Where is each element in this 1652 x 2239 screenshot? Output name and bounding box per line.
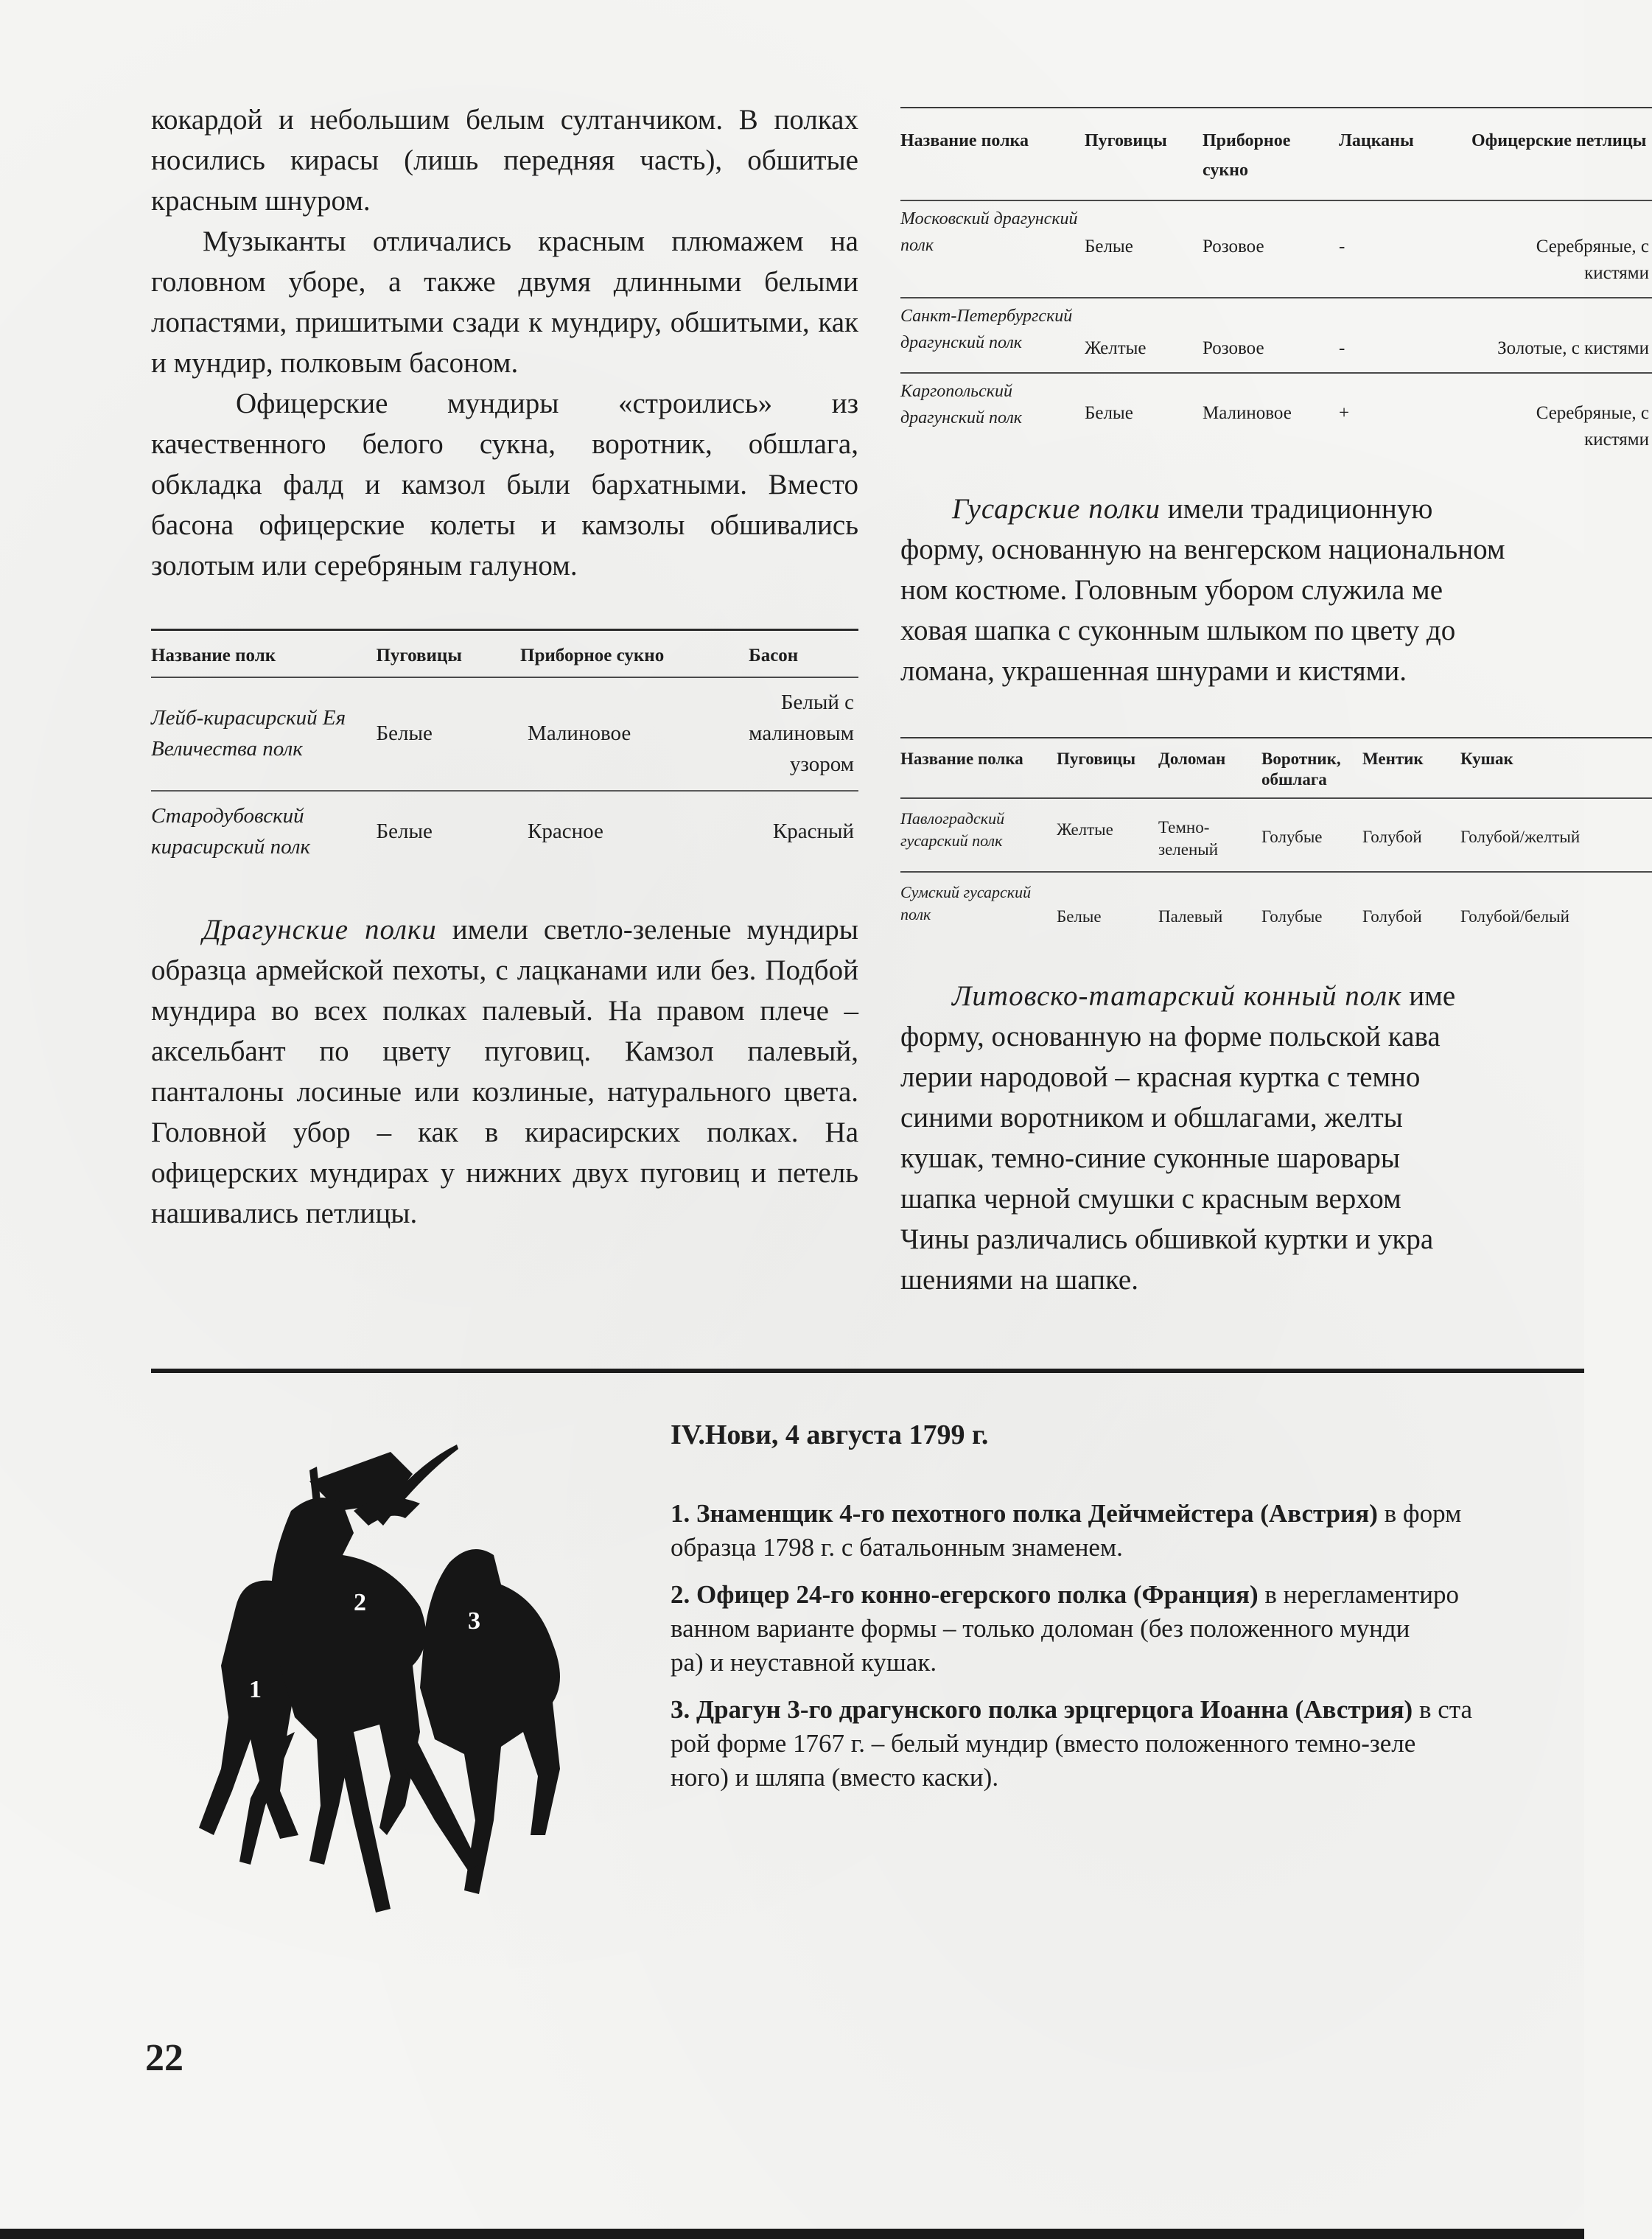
buttons-cell: Белые — [1085, 200, 1203, 298]
table-row — [900, 200, 1652, 298]
pelisse-cell: Голубой — [1362, 907, 1422, 926]
officer-tabs-cell: Золотые, с кистями — [1471, 298, 1652, 373]
header-buttons: Пуговицы — [1085, 108, 1203, 200]
header-officer-tabs: Офицерские петлицы — [1471, 108, 1652, 200]
paragraph-dragoons — [151, 909, 858, 1234]
caption-number: 1. — [671, 1499, 690, 1528]
lith-line: шапка черной смушки с красным верхом — [900, 1183, 1401, 1215]
hussar-lead: Гусарские полки — [952, 493, 1161, 525]
caption-line: образца 1798 г. с батальонным знаменем. — [671, 1533, 1123, 1562]
table-row — [151, 791, 858, 873]
regiment-name: Каргопольский драгунский полк — [900, 382, 1023, 427]
table-row — [900, 872, 1652, 940]
caption-item-1 — [671, 1497, 1584, 1565]
page-bottom-edge — [0, 2229, 1584, 2239]
caption-bold: Драгун 3-го драгунского полка эрцгерцога Иоанна (Австрия) — [696, 1695, 1413, 1724]
dragoon-table — [900, 107, 1652, 464]
lith-line: синими воротником и обшлагами, желты — [900, 1102, 1403, 1134]
header-facing: Приборное сукно — [520, 630, 749, 678]
buttons-cell: Белые — [1085, 403, 1133, 423]
page-number: 22 — [145, 2037, 183, 2079]
regiment-name: Московский драгунский полк — [900, 200, 1085, 298]
collar-cell: Голубые — [1261, 798, 1362, 872]
cavalry-silhouette-illustration — [169, 1422, 612, 1938]
officer-tabs-cell: Серебряные, с кистями — [1536, 403, 1649, 450]
caption-item-2 — [671, 1578, 1584, 1680]
figure-label-1: 1 — [249, 1676, 262, 1703]
plate-title: IV.Нови, 4 августа 1799 г. — [671, 1419, 989, 1450]
hussar-line: ховая шапка с суконным шлыком по цвету до — [900, 615, 1456, 646]
hussar-table — [900, 737, 1652, 940]
regiment-name: Сумский гусарский полк — [900, 883, 1032, 923]
dragoons-lead: Драгунские полки — [203, 914, 437, 946]
caption-rest: в ста — [1413, 1695, 1473, 1724]
facing-cell: Малиновое — [520, 677, 749, 791]
header-name: Название полка — [900, 108, 1085, 200]
regiment-name: Лейб-кирасирский Ея Величества полк — [151, 677, 376, 791]
pelisse-cell: Голубой — [1362, 798, 1460, 872]
header-name: Название полк — [151, 630, 376, 678]
caption-line: рой форме 1767 г. – белый мундир (вместо положенного темно-зеле — [671, 1729, 1416, 1758]
buttons-cell: Белые — [1057, 907, 1102, 926]
caption-item-3 — [671, 1693, 1584, 1795]
caption-line: ного) и шляпа (вместо каски). — [671, 1763, 999, 1792]
header-collar: Воротник, обшлага — [1261, 738, 1362, 798]
table-row — [900, 373, 1652, 464]
hussar-line: ломана, украшенная шнурами и кистями. — [900, 655, 1407, 687]
officer-tabs-cell: Серебряные, с кистями — [1471, 200, 1652, 298]
right-column — [900, 107, 1649, 1300]
lapels-cell: - — [1339, 298, 1471, 373]
hussar-line: форму, основанную на венгерском национальном — [900, 534, 1505, 565]
hussar-text: имели традиционную — [1161, 493, 1433, 525]
buttons-cell: Желтые — [1057, 798, 1158, 872]
lithuanian-paragraph — [900, 976, 1586, 1300]
regiment-name: Стародубовский кирасирский полк — [151, 804, 311, 859]
header-facing: Приборное сукно — [1203, 108, 1339, 200]
dolman-cell: Палевый — [1158, 907, 1223, 926]
dragoons-text: имели светло-зеленые мундиры образца армейской пехоты, с лацканами или без. Подбой мундира во всех полках палевый. На правом плече – аксельбант по цвету пуговиц. Камзол палевый, панталоны лосиные или козлиные, натурального цвета. Головной убор – как в кирасирских полках. На офицерских мундирах у нижних двух пуговиц и петель нашивались петлицы. — [151, 914, 858, 1229]
header-braid: Басон — [749, 630, 858, 678]
caption-number: 3. — [671, 1695, 690, 1724]
lith-line: лерии народовой – красная куртка с темно — [900, 1061, 1421, 1093]
lapels-cell: + — [1339, 403, 1350, 423]
lith-line: кушак, темно-синие суконные шаровары — [900, 1142, 1401, 1174]
figure-3-shape — [420, 1549, 560, 1894]
caption-rest: в нерегламентиро — [1258, 1580, 1459, 1609]
header-dolman: Доломан — [1158, 738, 1261, 798]
header-pelisse: Ментик — [1362, 738, 1460, 798]
buttons-cell: Белые — [376, 819, 433, 843]
lith-line: шениями на шапке. — [900, 1264, 1138, 1296]
facing-cell: Красное — [528, 819, 603, 843]
header-buttons: Пуговицы — [376, 630, 520, 678]
lith-lead: Литовско-татарский конный полк — [952, 980, 1402, 1012]
header-name: Название полка — [900, 738, 1057, 798]
lith-line: форму, основанную на форме польской кава — [900, 1021, 1441, 1052]
header-buttons: Пуговицы — [1057, 738, 1158, 798]
table-row — [900, 298, 1652, 373]
sash-cell: Голубой/желтый — [1460, 798, 1652, 872]
buttons-cell: Белые — [376, 677, 520, 791]
paragraph-musicians: Музыканты отличались красным плюмажем на головном уборе, а также двумя длинными белыми лопастями, пришитыми сзади к мундиру, обшитыми, как и мундир, полковым басоном. — [151, 226, 858, 379]
caption-line: ванном варианте формы – только доломан (без положенного мунди — [671, 1614, 1410, 1643]
facing-cell: Розовое — [1203, 298, 1339, 373]
hussar-paragraph — [900, 489, 1586, 691]
table-row — [151, 677, 858, 791]
paragraph-cockade: кокардой и небольшим белым султанчиком. В полках носились кирасы (лишь передняя часть), обшитые красным шнуром. — [151, 104, 858, 217]
braid-cell: Красный — [772, 819, 854, 843]
table-row — [900, 798, 1652, 872]
lith-line: Чины различались обшивкой куртки и укра — [900, 1223, 1434, 1255]
sash-cell: Голубой/белый — [1460, 907, 1569, 926]
header-lapels: Лацканы — [1339, 108, 1471, 200]
figure-2-shape — [271, 1498, 426, 1865]
cuirassier-table — [151, 629, 858, 873]
caption-line: ра) и неуставной кушак. — [671, 1648, 937, 1677]
paragraph-officers: Офицерские мундиры «строились» из качественного белого сукна, воротник, обшлага, обкладка фалд и камзол были бархатными. Вместо басона офицерские колеты и камзолы обшивались золотым или серебряным галуном. — [151, 388, 858, 581]
caption-bold: Офицер 24-го конно-егерского полка (Франция) — [696, 1580, 1259, 1609]
braid-cell: Белый с малиновым узором — [749, 677, 858, 791]
lapels-cell: - — [1339, 200, 1471, 298]
lith-text: име — [1401, 980, 1456, 1012]
plate-caption — [671, 1419, 1584, 1808]
regiment-name: Санкт-Петербургский драгунский полк — [900, 298, 1085, 373]
dolman-cell: Темно-зеленый — [1158, 798, 1261, 872]
collar-cell: Голубые — [1261, 907, 1323, 926]
hussar-line — [900, 489, 1586, 529]
left-column — [151, 99, 858, 1234]
caption-rest: в форм — [1377, 1499, 1462, 1528]
facing-cell: Малиновое — [1203, 403, 1292, 423]
figure-label-2: 2 — [354, 1589, 366, 1616]
regiment-name: Павлоградский гусарский полк — [900, 798, 1057, 872]
header-sash: Кушак — [1460, 738, 1652, 798]
hussar-line: ном костюме. Головным убором служила ме — [900, 574, 1443, 606]
lith-line — [900, 976, 1586, 1016]
caption-bold: Знаменщик 4-го пехотного полка Дейчмейстера (Австрия) — [696, 1499, 1378, 1528]
figure-label-3: 3 — [468, 1607, 480, 1635]
facing-cell: Розовое — [1203, 200, 1339, 298]
buttons-cell: Желтые — [1085, 298, 1203, 373]
section-divider — [151, 1369, 1584, 1373]
caption-number: 2. — [671, 1580, 690, 1609]
